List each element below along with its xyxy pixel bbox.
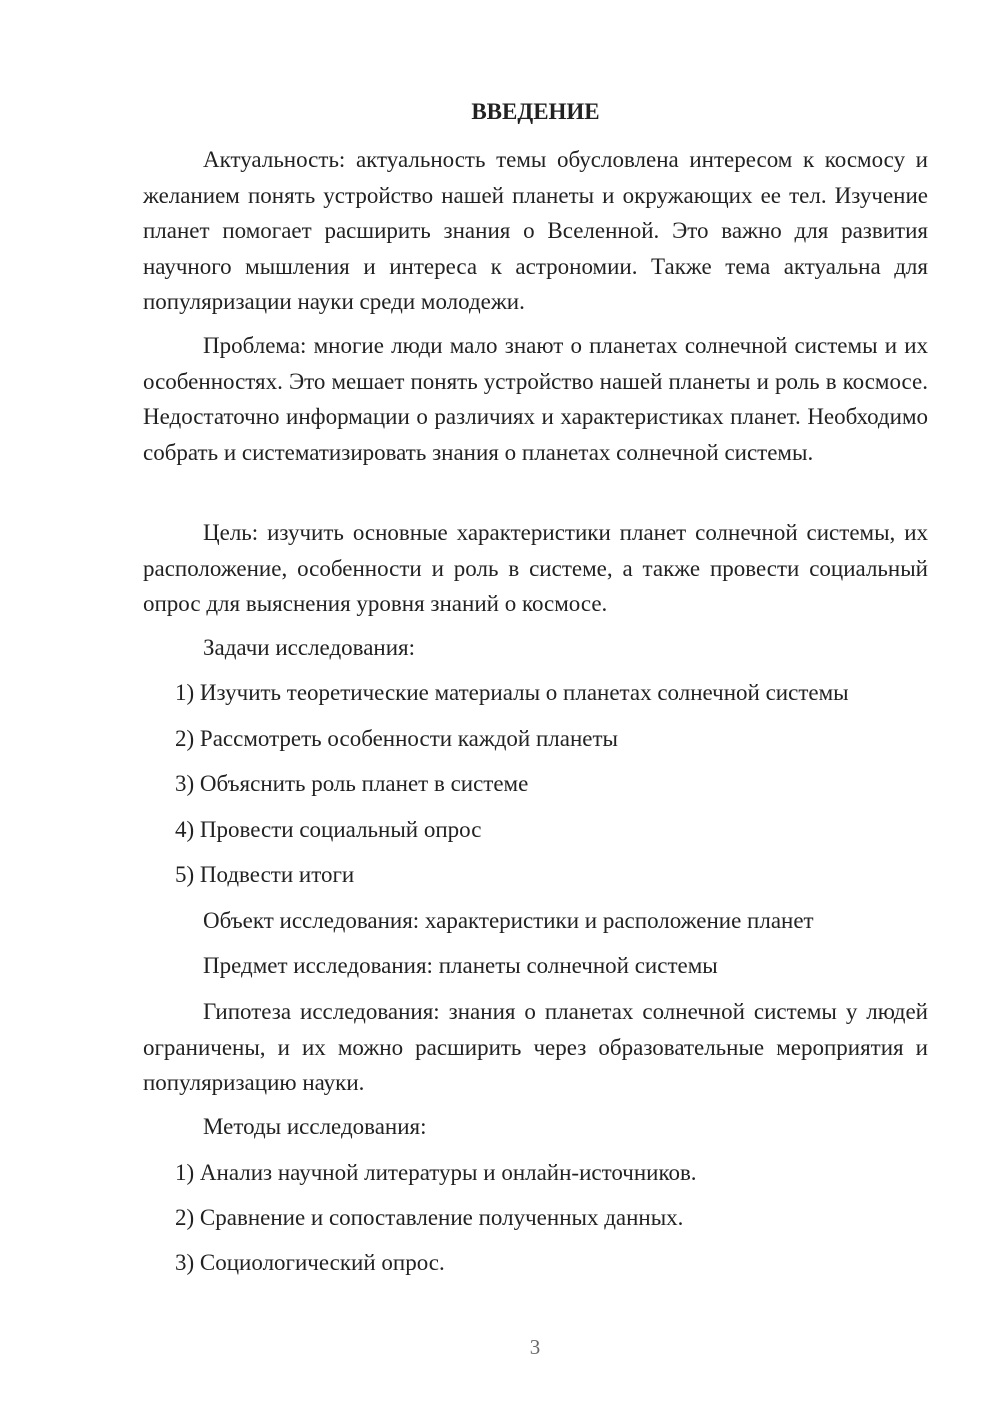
tasks-heading: Задачи исследования: bbox=[203, 635, 416, 660]
relevance-paragraph: Актуальность: актуальность темы обусловлена интересом к космосу и желанием понять устройство нашей планеты и окружающих ее тел. Изучение планет помогает расширить знания о Вселенной. Это важно для развития научного мышления и интереса к астрономии. Также тема актуальна для популяризации науки среди молодежи. bbox=[143, 147, 928, 314]
problem-paragraph: Проблема: многие люди мало знают о планетах солнечной системы и их особенностях. Это мешает понять устройство нашей планеты и роль в космосе. Недостаточно информации о различиях и характеристиках планет. Необходимо собрать и систематизировать знания о планетах солнечной системы. bbox=[143, 333, 928, 465]
methods-heading: Методы исследования: bbox=[203, 1114, 427, 1139]
task-item: 5) Подвести итоги bbox=[175, 862, 355, 887]
hypothesis-paragraph: Гипотеза исследования: знания о планетах солнечной системы у людей ограничены, и их можно расширить через образовательные мероприятия и популяризацию науки. bbox=[143, 999, 928, 1095]
goal-paragraph: Цель: изучить основные характеристики планет солнечной системы, их расположение, особенности и роль в системе, а также провести социальный опрос для выяснения уровня знаний о космосе. bbox=[143, 520, 928, 616]
research-object: Объект исследования: характеристики и расположение планет bbox=[203, 908, 814, 933]
task-item: 1) Изучить теоретические материалы о планетах солнечной системы bbox=[175, 680, 849, 705]
method-item: 1) Анализ научной литературы и онлайн-источников. bbox=[175, 1160, 697, 1185]
section-heading: ВВЕДЕНИЕ bbox=[471, 99, 600, 124]
method-item: 3) Социологический опрос. bbox=[175, 1250, 445, 1275]
task-item: 4) Провести социальный опрос bbox=[175, 817, 482, 842]
method-item: 2) Сравнение и сопоставление полученных данных. bbox=[175, 1205, 684, 1230]
research-subject: Предмет исследования: планеты солнечной системы bbox=[203, 953, 718, 978]
task-item: 2) Рассмотреть особенности каждой планеты bbox=[175, 726, 619, 751]
page-number: 3 bbox=[529, 1335, 541, 1359]
task-item: 3) Объяснить роль планет в системе bbox=[175, 771, 529, 796]
